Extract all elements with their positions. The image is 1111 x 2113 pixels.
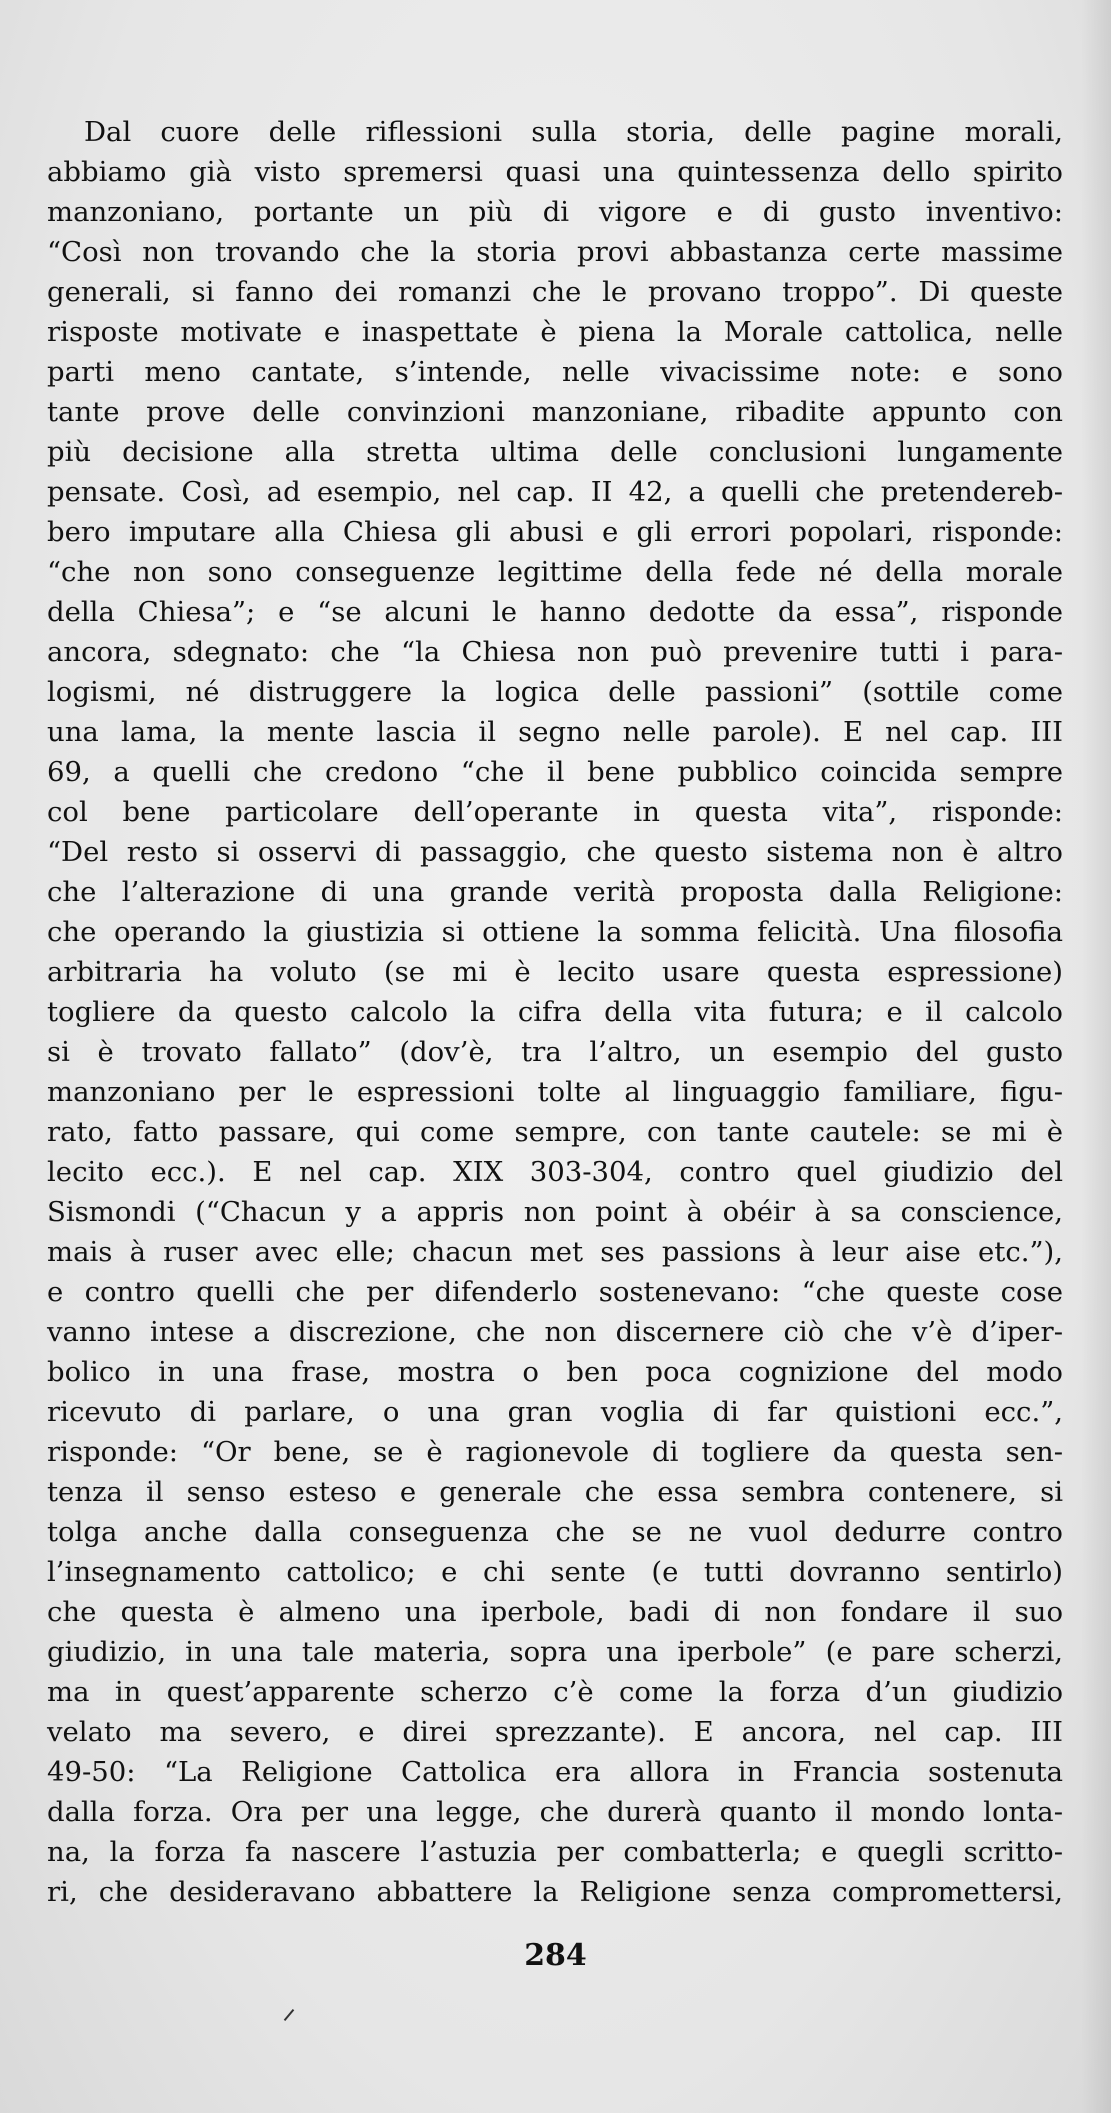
text-line: dalla forza. Ora per una legge, che durerà quanto il mondo lonta- [47,1796,1063,1828]
body-text [47,112,1063,1912]
text-line: rato, fatto passare, qui come sempre, con tante cautele: se mi è [47,1116,1063,1148]
text-line: e contro quelli che per difenderlo sostenevano: “che queste cose [47,1276,1063,1308]
text-line: parti meno cantate, s’intende, nelle vivacissime note: e sono [47,356,1063,388]
text-line: bolico in una frase, mostra o ben poca cognizione del modo [47,1356,1063,1388]
text-line: che l’alterazione di una grande verità proposta dalla Religione: [47,876,1063,908]
text-line: ancora, sdegnato: che “la Chiesa non può prevenire tutti i para- [47,636,1063,668]
text-line: “Così non trovando che la storia provi abbastanza certe massime [47,236,1063,268]
text-line: una lama, la mente lascia il segno nelle parole). E nel cap. III [47,716,1063,748]
text-line: logismi, né distruggere la logica delle passioni” (sottile come [47,676,1063,708]
text-line: arbitraria ha voluto (se mi è lecito usare questa espressione) [47,956,1063,988]
text-line: che questa è almeno una iperbole, badi di non fondare il suo [47,1596,1063,1628]
text-line: della Chiesa”; e “se alcuni le hanno dedotte da essa”, risponde [47,596,1063,628]
text-line: ma in quest’apparente scherzo c’è come la forza d’un giudizio [47,1676,1063,1708]
text-line: na, la forza fa nascere l’astuzia per combatterla; e quegli scritto- [47,1836,1063,1868]
page-edge-shadow [1081,0,1111,2113]
text-line: lecito ecc.). E nel cap. XIX 303-304, contro quel giudizio del [47,1156,1063,1188]
text-line: abbiamo già visto spremersi quasi una quintessenza dello spirito [47,156,1063,188]
text-line: ri, che desideravano abbattere la Religione senza compromettersi, [47,1876,1063,1908]
text-line: tolga anche dalla conseguenza che se ne vuol dedurre contro [47,1516,1063,1548]
text-line: bero imputare alla Chiesa gli abusi e gli errori popolari, risponde: [47,516,1063,548]
text-line: generali, si fanno dei romanzi che le provano troppo”. Di queste [47,276,1063,308]
text-line: manzoniano per le espressioni tolte al linguaggio familiare, figu- [47,1076,1063,1108]
text-line: Sismondi (“Chacun y a appris non point à obéir à sa conscience, [47,1196,1063,1228]
text-line: “che non sono conseguenze legittime della fede né della morale [47,556,1063,588]
text-line: risposte motivate e inaspettate è piena la Morale cattolica, nelle [47,316,1063,348]
text-line: più decisione alla stretta ultima delle conclusioni lungamente [47,436,1063,468]
text-line: giudizio, in una tale materia, sopra una iperbole” (e pare scherzi, [47,1636,1063,1668]
text-line: velato ma severo, e direi sprezzante). E ancora, nel cap. III [47,1716,1063,1748]
text-line: si è trovato fallato” (dov’è, tra l’altro, un esempio del gusto [47,1036,1063,1068]
text-line: tenza il senso esteso e generale che essa sembra contenere, si [47,1476,1063,1508]
text-line: “Del resto si osservi di passaggio, che questo sistema non è altro [47,836,1063,868]
text-line: togliere da questo calcolo la cifra della vita futura; e il calcolo [47,996,1063,1028]
text-line: 49-50: “La Religione Cattolica era allora in Francia sostenuta [47,1756,1063,1788]
text-line: 69, a quelli che credono “che il bene pubblico coincida sempre [47,756,1063,788]
text-line: risponde: “Or bene, se è ragionevole di togliere da questa sen- [47,1436,1063,1468]
text-line: l’insegnamento cattolico; e chi sente (e tutti dovranno sentirlo) [47,1556,1063,1588]
text-line: col bene particolare dell’operante in questa vita”, risponde: [47,796,1063,828]
text-line: ricevuto di parlare, o una gran voglia di far quistioni ecc.”, [47,1396,1063,1428]
text-line: Dal cuore delle riflessioni sulla storia, delle pagine morali, [84,116,1063,148]
text-line: mais à ruser avec elle; chacun met ses passions à leur aise etc.”), [47,1236,1063,1268]
text-line: tante prove delle convinzioni manzoniane, ribadite appunto con [47,396,1063,428]
page-number: 284 [524,1938,587,1973]
text-line: pensate. Così, ad esempio, nel cap. II 42, a quelli che pretendereb- [47,476,1063,508]
stray-pen-mark [284,2009,295,2021]
text-line: vanno intese a discrezione, che non discernere ciò che v’è d’iper- [47,1316,1063,1348]
text-line: manzoniano, portante un più di vigore e di gusto inventivo: [47,196,1063,228]
text-line: che operando la giustizia si ottiene la somma felicità. Una filosofia [47,916,1063,948]
